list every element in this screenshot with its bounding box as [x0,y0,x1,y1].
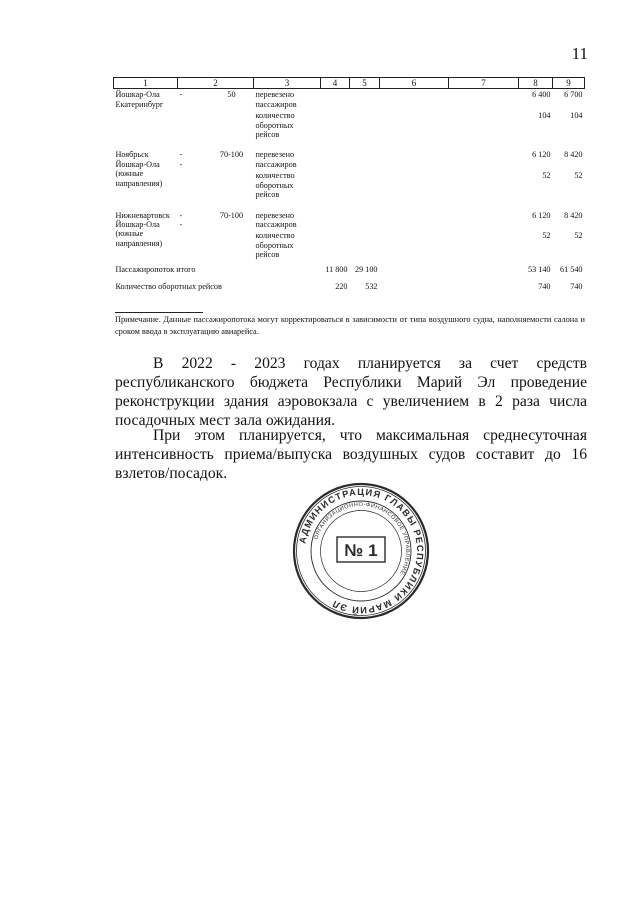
header-cell: 4 [321,78,350,89]
route-dash: - [179,219,183,229]
measure-label-cell [254,201,321,231]
measure-label-line: перевезено [255,150,295,160]
value-cell-col8: 6 120 [532,150,551,160]
totals-col8: 740 [538,282,551,292]
route-name-line: направления) [115,178,163,188]
seal-inner-text: ОРГАНИЗАЦИОННО-ФИНАНСОВОЕ УПРАВЛЕНИЕ [313,501,411,576]
empty-cell [321,89,350,110]
route-name-line: Йошкар-Ола [115,90,160,100]
value-cell-col9: 8 420 [564,210,583,220]
value-cell-col9: 6 700 [564,90,583,100]
totals-label: Количество оборотных рейсов [115,282,222,292]
totals-col4: 11 800 [325,264,348,274]
measure-label-line: пассажиров [255,99,297,109]
table-note: Примечание. Данные пассажиропотока могут корректироваться в зависимости от типа воздушного судна, наполняемости салона и сроком ввода в эксплуатацию авиарейса. [115,315,585,336]
measure-label-line: количество [255,111,295,121]
route-dash: - [179,210,183,220]
measure-label-line: пассажиров [255,219,297,229]
value-cell-col8: 52 [542,231,551,241]
empty-cell [380,261,449,278]
totals-col9: 740 [570,282,583,292]
measure-label-line: перевезено [255,90,295,100]
value-cell-col9: 8 420 [564,150,583,160]
header-cell: 9 [553,78,585,89]
empty-cell [380,278,449,295]
frequency-value: 70-100 [219,210,244,220]
measure-label-line: оборотных [255,120,294,130]
paragraph-intensity: При этом планируется, что максимальная среднесуточная интенсивность приема/выпуска воздушных судов составит до 16 взлетов/посадок. [115,427,587,482]
empty-cell [321,201,350,231]
table-row [114,140,585,170]
table-row [114,201,585,231]
value-cell-col9: 52 [574,171,583,181]
official-seal [291,481,431,621]
totals-col5: 29 100 [354,264,378,274]
table-row [114,89,585,110]
route-name-line: Нижневартовск [115,210,170,220]
empty-cell [350,89,380,110]
empty-cell [449,230,519,260]
header-cell: 3 [254,78,321,89]
measure-label-cell [254,110,321,140]
route-name-line: (южные [115,169,144,179]
route-name-cell [114,140,178,200]
empty-cell [380,201,449,231]
measure-label-line: оборотных [255,240,294,250]
route-name-line: Екатеринбург [115,99,164,109]
measure-label-line: перевезено [255,210,295,220]
frequency-value: 50 [227,90,236,100]
route-name-line: Йошкар-Ола [115,219,160,229]
empty-cell [350,110,380,140]
empty-cell [380,170,449,200]
empty-cell [449,201,519,231]
empty-cell [449,278,519,295]
page-number: 11 [571,44,588,63]
route-dash-cell [178,140,254,200]
empty-cell [321,230,350,260]
empty-cell [380,89,449,110]
note-divider [115,312,203,313]
route-name-cell [114,89,178,141]
totals-col4: 220 [335,282,348,292]
frequency-value: 70-100 [219,150,244,160]
empty-cell [380,110,449,140]
table-header-row [114,78,585,89]
route-name-line: Ноябрьск [115,150,149,160]
route-name-line: направления) [115,238,163,248]
route-dash-cell [178,89,254,141]
measure-label-line: пассажиров [255,159,297,169]
empty-cell [449,110,519,140]
value-cell-col8: 6 400 [532,90,551,100]
measure-label-cell [254,89,321,110]
empty-cell [380,140,449,170]
seal-number: № 1 [344,541,378,560]
measure-label-line: оборотных [255,180,294,190]
value-cell-col9: 52 [574,231,583,241]
empty-cell [350,230,380,260]
empty-cell [449,140,519,170]
seal-outer-text: АДМИНИСТРАЦИЯ ГЛАВЫ РЕСПУБЛИКИ МАРИЙ ЭЛ [297,486,426,616]
totals-col9: 61 540 [559,264,583,274]
totals-row [114,261,585,278]
totals-col5: 532 [365,282,378,292]
empty-cell [380,230,449,260]
measure-label-cell [254,230,321,260]
measure-label-line: рейсов [255,250,280,260]
empty-cell [321,170,350,200]
route-name-line: Йошкар-Ола [115,159,160,169]
route-dash: - [179,159,183,169]
route-dash: - [179,90,183,100]
value-cell-col8: 104 [538,111,551,121]
value-cell-col8: 52 [542,171,551,181]
value-cell-col9: 104 [570,111,583,121]
header-cell: 7 [449,78,519,89]
empty-cell [449,261,519,278]
route-dash: - [179,150,183,160]
route-name-line: (южные [115,229,144,239]
route-name-cell [114,201,178,261]
header-cell: 1 [114,78,178,89]
totals-col8: 53 140 [527,264,551,274]
measure-label-line: рейсов [255,190,280,200]
measure-label-cell [254,140,321,170]
passenger-traffic-table [113,77,585,296]
header-cell: 8 [519,78,553,89]
empty-cell [321,110,350,140]
totals-row [114,278,585,295]
table-body [114,89,585,296]
header-cell: 5 [350,78,380,89]
measure-label-line: количество [255,171,295,181]
measure-label-line: количество [255,231,295,241]
measure-label-line: рейсов [255,130,280,140]
route-dash-cell [178,201,254,261]
empty-cell [449,170,519,200]
empty-cell [350,201,380,231]
header-cell: 2 [178,78,254,89]
empty-cell [350,140,380,170]
measure-label-cell [254,170,321,200]
header-cell: 6 [380,78,449,89]
value-cell-col8: 6 120 [532,210,551,220]
paragraph-reconstruction: В 2022 - 2023 годах планируется за счет средств республиканского бюджета Республики Марий Эл проведение реконструкции здания аэровокзала с увеличением в 2 раза числа посадочных мест зала ожидания. [115,355,587,429]
totals-label: Пассажиропоток итого [115,264,196,274]
empty-cell [350,170,380,200]
empty-cell [449,89,519,110]
empty-cell [321,140,350,170]
